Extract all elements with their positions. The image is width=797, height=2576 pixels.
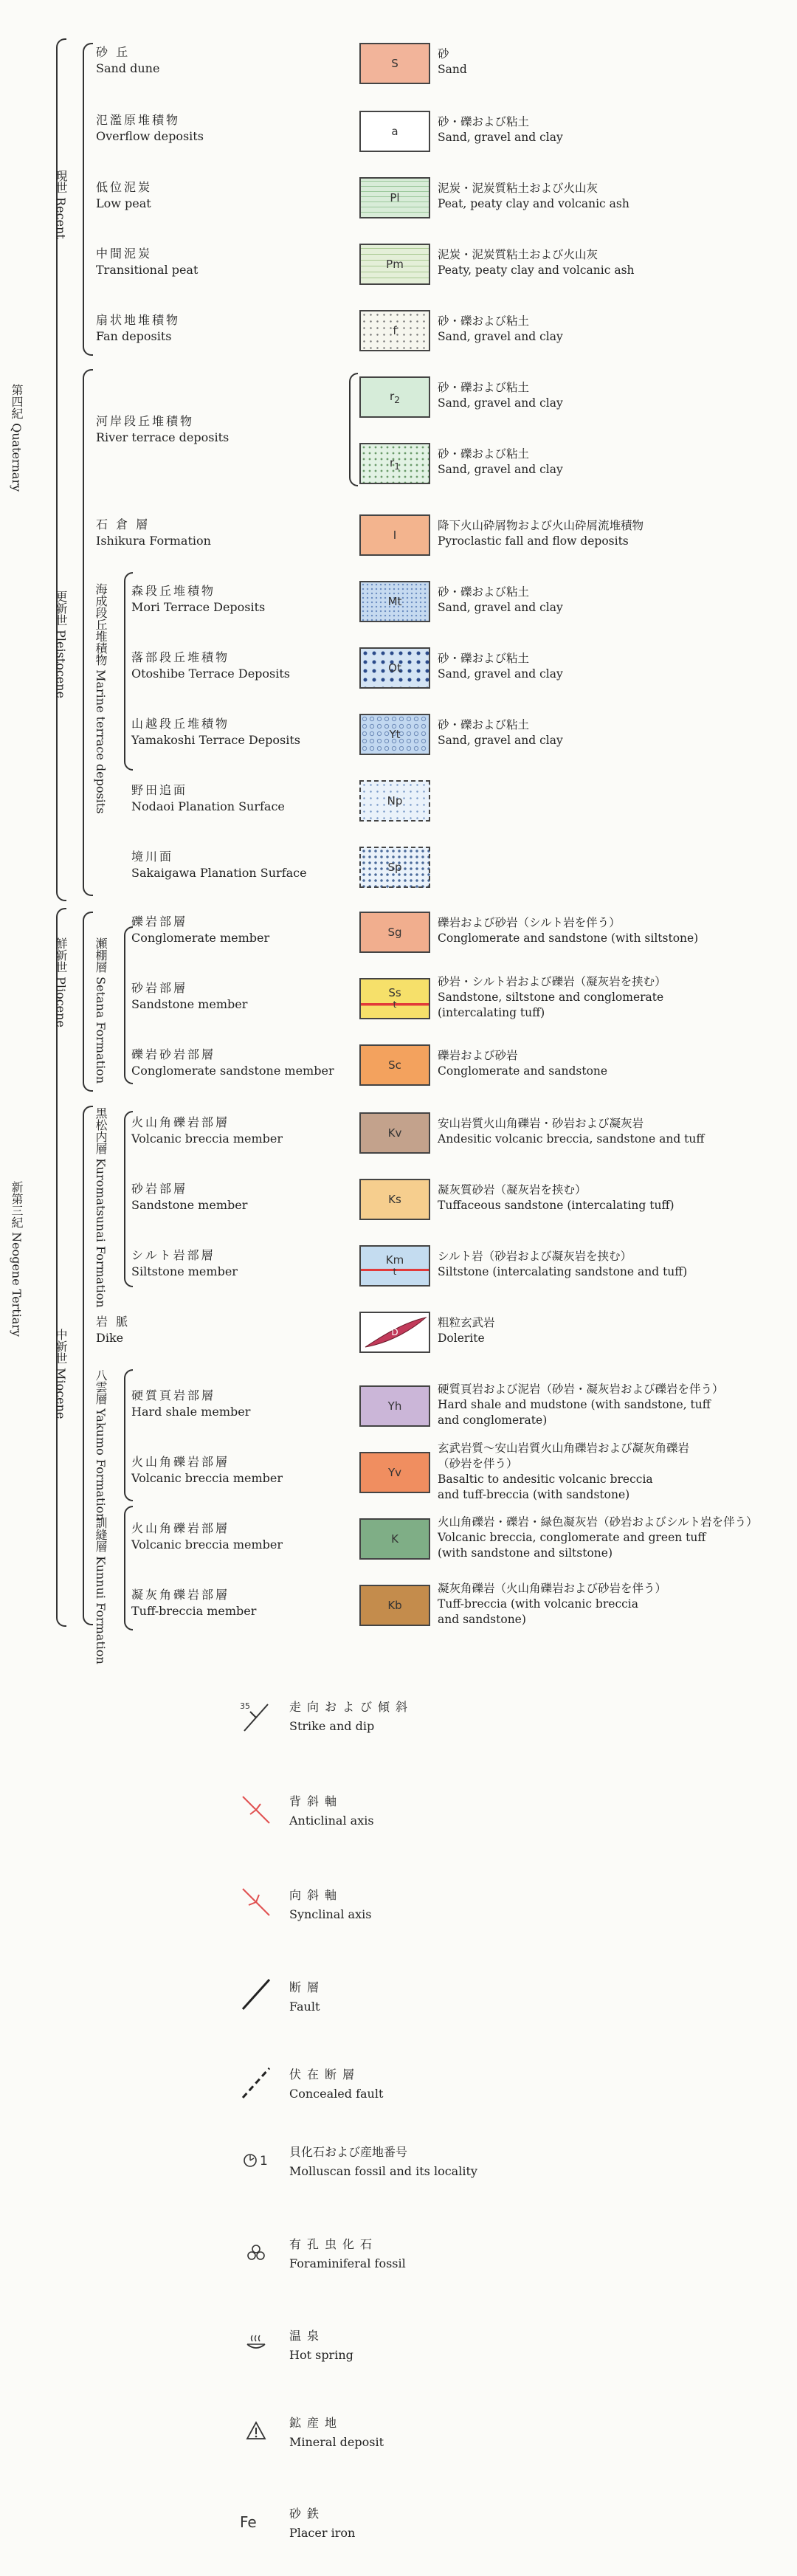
hot-spring-icon xyxy=(240,2327,272,2359)
strike-dip-value: 35 xyxy=(240,1701,250,1711)
legend-box-Kb: Kb xyxy=(359,1585,430,1626)
unit-desc-yamakoshi-terrace: 砂・礫および粘土 Sand, gravel and clay xyxy=(438,718,563,747)
unit-desc-low-peat: 泥炭・泥炭質粘土および火山灰 Peat, peaty clay and volcanic ash xyxy=(438,182,629,210)
unit-name-mori-terrace: 森段丘堆積物 Mori Terrace Deposits xyxy=(131,584,266,614)
mollusc-locality-number: 1 xyxy=(260,2154,268,2169)
legend-box-Sc: Sc xyxy=(359,1044,430,1086)
unit-name-kuromatsunai-siltstone: シルト岩部層 Siltstone member xyxy=(131,1248,238,1278)
unit-desc-dike: 粗粒玄武岩 Dolerite xyxy=(438,1316,495,1345)
legend-box-Yh: Yh xyxy=(359,1385,430,1427)
legend-box-D: D xyxy=(359,1312,430,1353)
legend-box-Ot: Ot xyxy=(359,647,430,689)
epoch-label-pliocene: 鮮新世 Pliocene xyxy=(54,937,68,1027)
unit-name-kuromatsunai-sandstone: 砂岩部層 Sandstone member xyxy=(131,1182,248,1212)
unit-desc-setana-sandstone: 砂岩・シルト岩および礫岩（凝灰岩を挟む） Sandstone, siltstone and conglomerate (intercalating tuff) xyxy=(438,975,666,1019)
pleistocene-bracket xyxy=(83,369,93,896)
unit-name-kunnui-volcanic-breccia: 火山角礫岩部層 Volcanic breccia member xyxy=(131,1521,283,1552)
symbol-label-anticline: 背斜軸 Anticlinal axis xyxy=(289,1794,374,1828)
legend-box-Ss: Ss t xyxy=(359,978,430,1019)
unit-name-ishikura: 石 倉 層 Ishikura Formation xyxy=(96,517,211,548)
epoch-label-recent: 現世 Recent xyxy=(54,170,68,239)
legend-box-S: S xyxy=(359,43,430,84)
unit-desc-transitional-peat: 泥炭・泥炭質粘土および火山灰 Peaty, peaty clay and volcanic ash xyxy=(438,248,635,277)
legend-box-Np: Np xyxy=(359,780,430,822)
anticline-icon xyxy=(240,1794,272,1826)
group-label-kunnui: 訓縫層 Kunnui Formation xyxy=(94,1517,108,1664)
legend-box-Km: Km t xyxy=(359,1245,430,1287)
placer-iron-symbol: Fe xyxy=(240,2513,257,2531)
unit-desc-yakumo-volcanic-breccia: 玄武岩質〜安山岩質火山角礫岩および凝灰角礫岩 （砂岩を伴う） Basaltic to andesitic volcanic breccia and tuff-breccia (with sandstone) xyxy=(438,1442,690,1501)
foraminifera-icon xyxy=(240,2236,272,2269)
unit-desc-setana-conglomerate: 礫岩および砂岩（シルト岩を伴う） Conglomerate and sandstone (with siltstone) xyxy=(438,916,699,945)
group-label-kuromatsunai: 黒松内層 Kuromatsunai Formation xyxy=(94,1107,108,1308)
legend-box-Pm: Pm xyxy=(359,244,430,285)
unit-name-fan-deposits: 扇状地堆積物 Fan deposits xyxy=(96,313,181,343)
legend-box-a: a xyxy=(359,111,430,152)
mineral-deposit-icon xyxy=(240,2415,272,2448)
unit-name-dike: 岩 脈 Dike xyxy=(96,1315,131,1345)
unit-desc-overflow: 砂・礫および粘土 Sand, gravel and clay xyxy=(438,115,563,144)
unit-desc-mori-terrace: 砂・礫および粘土 Sand, gravel and clay xyxy=(438,585,563,614)
unit-desc-yakumo-hard-shale: 硬質頁岩および泥岩（砂岩・凝灰岩および礫岩を伴う） Hard shale and mudstone (with sandstone, tuff and conglomerate) xyxy=(438,1382,724,1427)
symbol-label-fault: 断層 Fault xyxy=(289,1980,325,2014)
recent-bracket xyxy=(83,43,93,356)
fault-icon xyxy=(240,1978,272,2011)
unit-name-setana-sandstone: 砂岩部層 Sandstone member xyxy=(131,981,248,1011)
group-label-marine-terrace: 海成段丘堆積物 Marine terrace deposits xyxy=(94,583,108,814)
unit-name-overflow: 氾濫原堆積物 Overflow deposits xyxy=(96,113,204,143)
unit-name-setana-conglomerate-sandstone: 礫岩砂岩部層 Conglomerate sandstone member xyxy=(131,1047,334,1078)
symbol-label-concealed-fault: 伏在断層 Concealed fault xyxy=(289,2067,384,2101)
symbol-label-syncline: 向斜軸 Synclinal axis xyxy=(289,1888,372,1921)
legend-box-f: f xyxy=(359,310,430,351)
unit-desc-otoshibe-terrace: 砂・礫および粘土 Sand, gravel and clay xyxy=(438,652,563,681)
pliocene-bracket xyxy=(83,912,93,1092)
unit-name-nodaoi-surface: 野田追面 Nodaoi Planation Surface xyxy=(131,783,285,813)
unit-desc-fan-deposits: 砂・礫および粘土 Sand, gravel and clay xyxy=(438,314,563,343)
unit-name-otoshibe-terrace: 落部段丘堆積物 Otoshibe Terrace Deposits xyxy=(131,650,290,681)
symbol-label-mineral-deposit: 鉱産地 Mineral deposit xyxy=(289,2416,384,2449)
unit-name-low-peat: 低位泥炭 Low peat xyxy=(96,180,153,210)
legend-box-Ks: Ks xyxy=(359,1179,430,1220)
quaternary-bracket xyxy=(56,38,66,901)
unit-name-sand-dune: 砂 丘 Sand dune xyxy=(96,45,160,75)
unit-name-river-terrace: 河岸段丘堆積物 River terrace deposits xyxy=(96,414,230,444)
legend-box-r1: $r_1$ xyxy=(359,443,430,484)
epoch-label-pleistocene: 更新世 Pleistocene xyxy=(54,590,68,699)
miocene-bracket xyxy=(83,1106,93,1625)
mollusc-fossil-icon xyxy=(240,2144,284,2177)
unit-desc-kuromatsunai-siltstone: シルト岩（砂岩および凝灰岩を挟む） Siltstone (intercalating sandstone and tuff) xyxy=(438,1250,688,1278)
unit-desc-river-terrace-r1: 砂・礫および粘土 Sand, gravel and clay xyxy=(438,447,563,476)
unit-name-yakumo-volcanic-breccia: 火山角礫岩部層 Volcanic breccia member xyxy=(131,1455,283,1485)
unit-desc-kuromatsunai-volcanic-breccia: 安山岩質火山角礫岩・砂岩および凝灰岩 Andesitic volcanic breccia, sandstone and tuff xyxy=(438,1117,705,1146)
group-label-yakumo: 八雲層 Yakumo Formation xyxy=(94,1369,108,1521)
legend-box-I: I xyxy=(359,514,430,556)
legend-box-K: K xyxy=(359,1518,430,1560)
unit-desc-setana-conglomerate-sandstone: 礫岩および砂岩 Conglomerate and sandstone xyxy=(438,1049,608,1078)
period-label-neogene: 新第三紀 Neogene Tertiary xyxy=(10,1181,24,1337)
symbol-label-hot-spring: 温泉 Hot spring xyxy=(289,2329,353,2362)
unit-name-yamakoshi-terrace: 山越段丘堆積物 Yamakoshi Terrace Deposits xyxy=(131,717,301,747)
legend-box-r2: $r_2$ xyxy=(359,376,430,418)
legend-box-Kv: Kv xyxy=(359,1112,430,1154)
group-label-setana: 瀬棚層 Setana Formation xyxy=(94,937,108,1084)
syncline-icon xyxy=(240,1886,272,1918)
unit-name-setana-conglomerate: 礫岩部層 Conglomerate member xyxy=(131,915,270,945)
period-label-quaternary: 第四紀 Quaternary xyxy=(10,384,24,492)
unit-desc-kunnui-volcanic-breccia: 火山角礫岩・礫岩・緑色凝灰岩（砂岩およびシルト岩を伴う） Volcanic breccia, conglomerate and green tuff (with sandstone and siltstone) xyxy=(438,1515,758,1560)
unit-desc-kunnui-tuff-breccia: 凝灰角礫岩（火山角礫岩および砂岩を伴う） Tuff-breccia (with volcanic breccia and sandstone) xyxy=(438,1582,667,1626)
epoch-label-miocene: 中新世 Miocene xyxy=(54,1329,68,1419)
river-terrace-bracket xyxy=(349,373,358,486)
unit-name-sakaigawa-surface: 境川面 Sakaigawa Planation Surface xyxy=(131,850,307,880)
unit-name-kunnui-tuff-breccia: 凝灰角礫岩部層 Tuff-breccia member xyxy=(131,1588,257,1618)
symbol-label-strike-dip: 走向および傾斜 Strike and dip xyxy=(289,1700,414,1733)
symbol-label-foraminifera: 有孔虫化石 Foraminiferal fossil xyxy=(289,2237,406,2270)
legend-box-Sp: Sp xyxy=(359,847,430,888)
unit-desc-sand-dune: 砂 Sand xyxy=(438,47,467,76)
legend-box-Mt: Mt xyxy=(359,581,430,622)
legend-box-Yv: Yv xyxy=(359,1452,430,1493)
legend-box-Yt: Yt xyxy=(359,714,430,755)
unit-name-kuromatsunai-volcanic-breccia: 火山角礫岩部層 Volcanic breccia member xyxy=(131,1115,283,1146)
legend-box-Pl: Pl xyxy=(359,177,430,218)
unit-name-transitional-peat: 中間泥炭 Transitional peat xyxy=(96,247,199,277)
strike-dip-icon xyxy=(240,1701,272,1734)
unit-desc-kuromatsunai-sandstone: 凝灰質砂岩（凝灰岩を挟む） Tuffaceous sandstone (intercalating tuff) xyxy=(438,1183,674,1212)
legend-box-Sg: Sg xyxy=(359,912,430,953)
placer-iron-icon xyxy=(240,2506,277,2538)
unit-desc-river-terrace-r2: 砂・礫および粘土 Sand, gravel and clay xyxy=(438,381,563,410)
symbol-label-mollusc-fossil: 貝化石および産地番号 Molluscan fossil and its locality xyxy=(289,2145,477,2178)
concealed-fault-icon xyxy=(240,2067,272,2099)
symbol-label-placer-iron: 砂鉄 Placer iron xyxy=(289,2507,356,2540)
unit-desc-ishikura: 降下火山砕屑物および火山砕屑流堆積物 Pyroclastic fall and flow deposits xyxy=(438,519,644,548)
unit-name-yakumo-hard-shale: 硬質頁岩部層 Hard shale member xyxy=(131,1388,251,1419)
